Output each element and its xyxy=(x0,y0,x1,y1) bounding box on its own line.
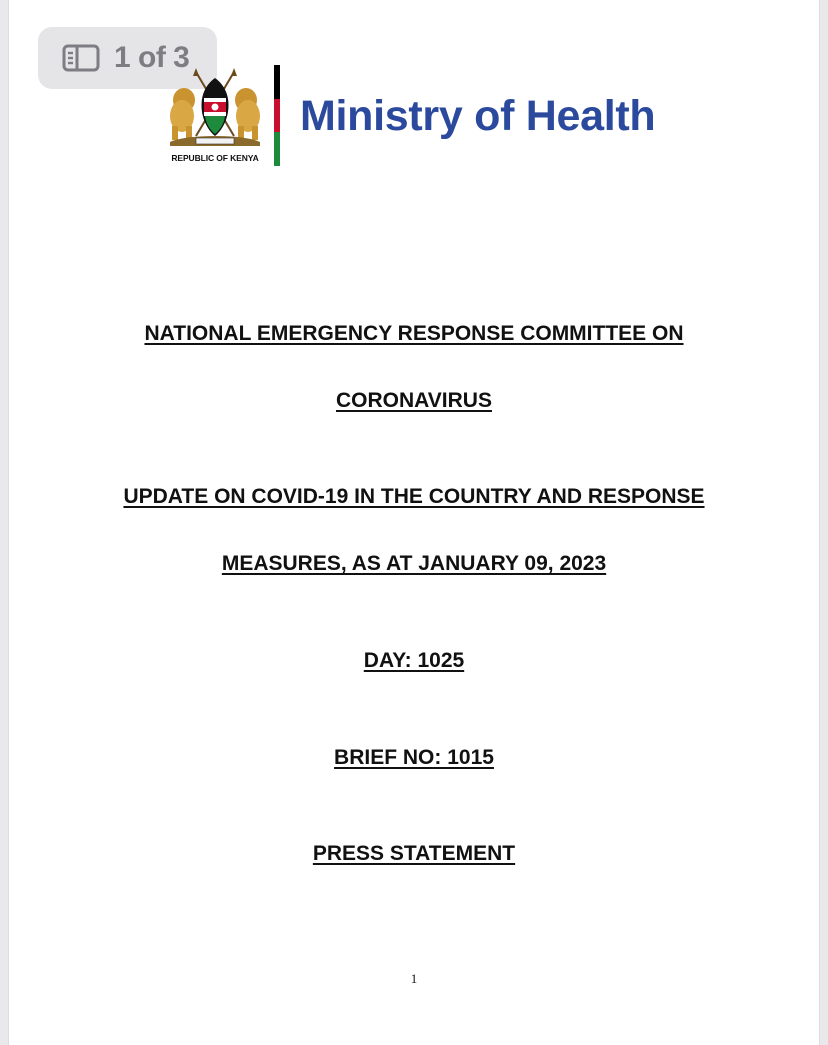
emblem-caption: REPUBLIC OF KENYA xyxy=(171,153,259,163)
flag-stripe-green xyxy=(274,132,280,166)
kenya-coat-of-arms-icon xyxy=(166,64,264,150)
coat-of-arms xyxy=(166,64,264,168)
ministry-name: Ministry of Health xyxy=(300,92,656,140)
committee-heading-line2: CORONAVIRUS xyxy=(336,389,492,412)
document-page xyxy=(8,0,820,1045)
flag-stripe-black xyxy=(274,65,280,99)
day-heading: DAY: 1025 xyxy=(363,649,465,672)
document-outline-icon xyxy=(62,44,100,72)
press-statement-heading: PRESS STATEMENT xyxy=(312,842,516,865)
brief-heading: BRIEF NO: 1015 xyxy=(334,746,494,769)
page-indicator-label: 1 of 3 xyxy=(114,41,190,74)
page-number: 1 xyxy=(410,971,418,986)
committee-heading-line1: NATIONAL EMERGENCY RESPONSE COMMITTEE ON xyxy=(144,322,684,345)
flag-color-bar xyxy=(274,65,280,166)
update-heading-line2: MEASURES, AS AT JANUARY 09, 2023 xyxy=(221,552,607,575)
flag-stripe-red xyxy=(274,99,280,133)
update-heading-line1: UPDATE ON COVID-19 IN THE COUNTRY AND RESPONSE xyxy=(123,485,705,508)
